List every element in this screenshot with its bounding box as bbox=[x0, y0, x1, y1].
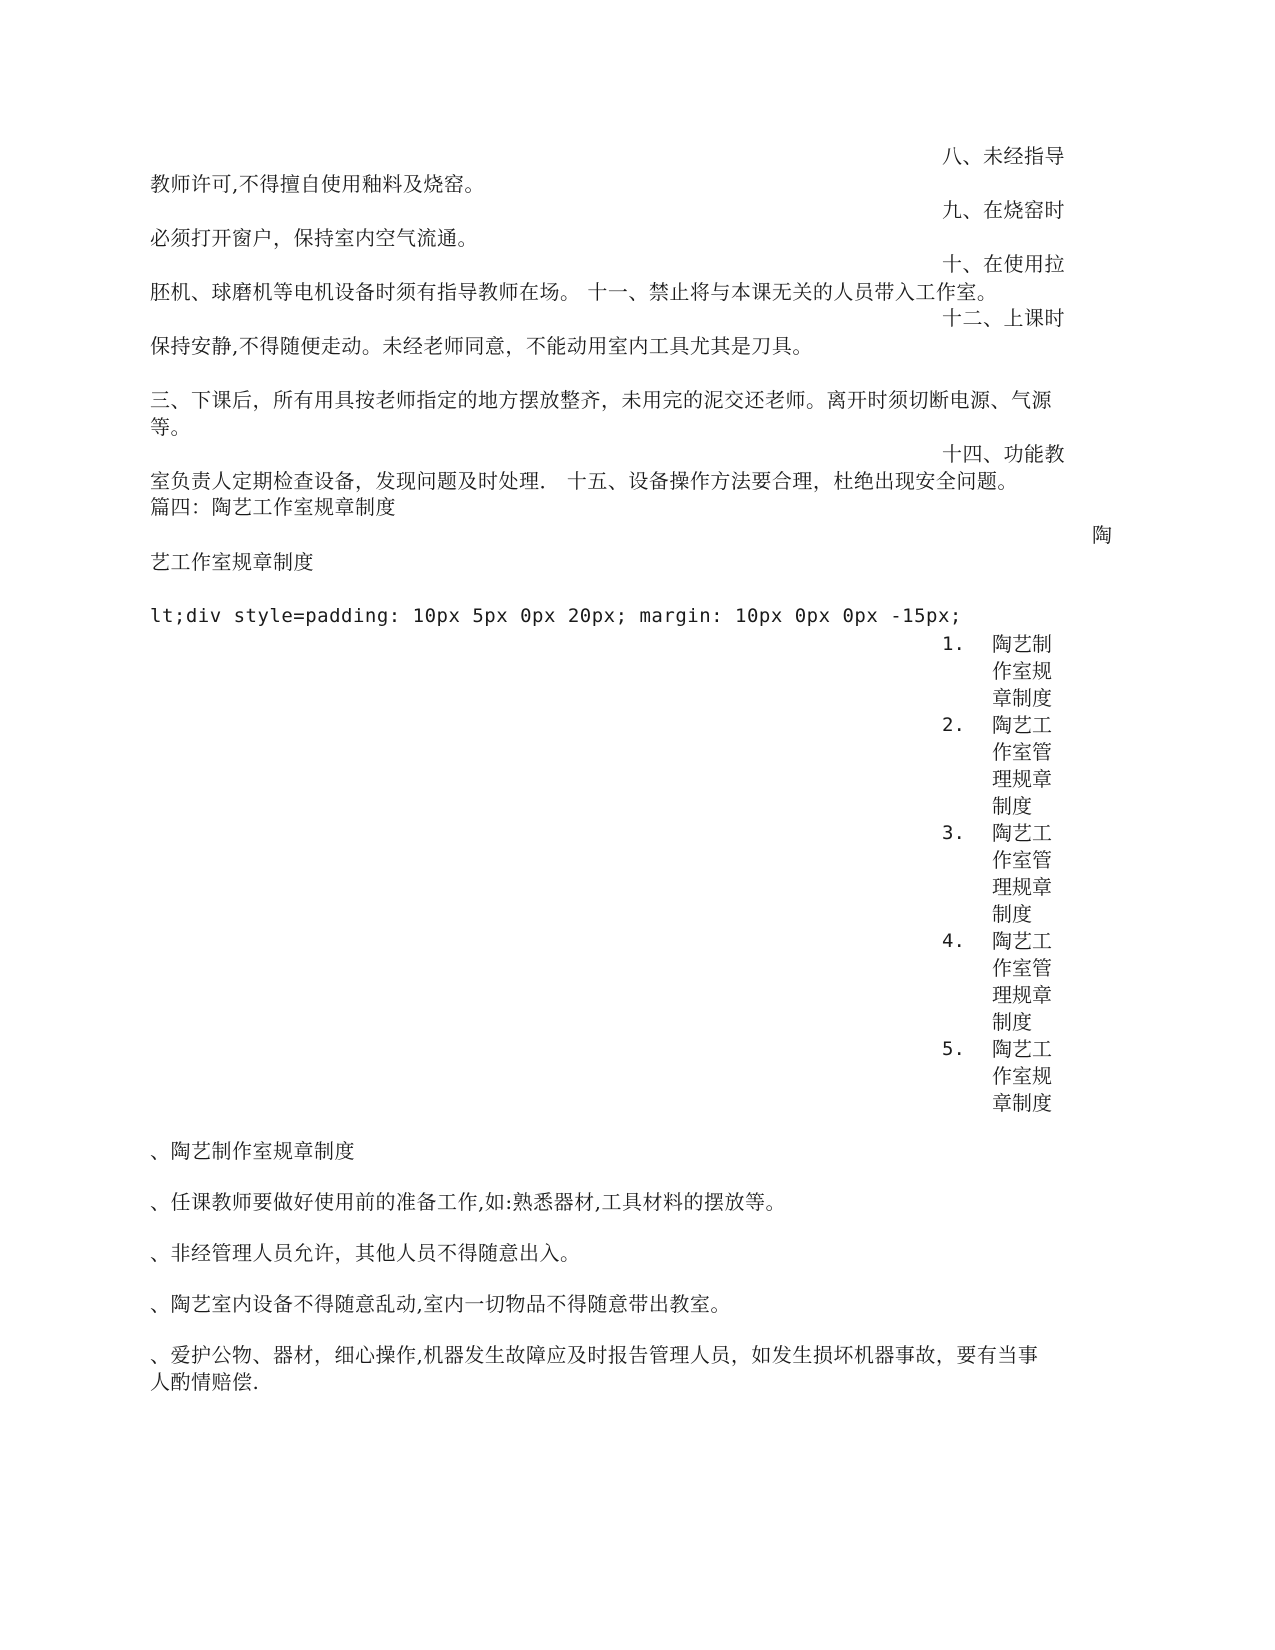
rule-item: 、任课教师要做好使用前的准备工作,如:熟悉器材,工具材料的摆放等。 bbox=[150, 1190, 786, 1214]
toc-item-1-line: 作室规 bbox=[992, 659, 1052, 683]
toc-item-3-line: 理规章 bbox=[992, 875, 1052, 899]
title-rest: 艺工作室规章制度 bbox=[150, 550, 314, 574]
rule-13-line1: 三、下课后，所有用具按老师指定的地方摆放整齐，未用完的泥交还老师。离开时须切断电源、气源 bbox=[150, 388, 1052, 412]
toc-item-4-line: 作室管 bbox=[992, 956, 1052, 980]
rule-8-cont: 教师许可,不得擅自使用釉料及烧窑。 bbox=[150, 172, 485, 196]
toc-item-5-line: 陶艺工 bbox=[992, 1037, 1052, 1061]
toc-item-1-line: 章制度 bbox=[992, 686, 1052, 710]
article-heading: 篇四：陶艺工作室规章制度 bbox=[150, 495, 396, 519]
rules-title: 、陶艺制作室规章制度 bbox=[150, 1139, 355, 1163]
toc-item-3-line: 制度 bbox=[992, 902, 1032, 926]
toc-number: 2. bbox=[942, 714, 965, 736]
toc-item-5-line: 作室规 bbox=[992, 1064, 1052, 1088]
toc-item-3-line: 陶艺工 bbox=[992, 821, 1052, 845]
toc-item-5-line: 章制度 bbox=[992, 1091, 1052, 1115]
rule-10-start: 十、在使用拉 bbox=[942, 252, 1065, 276]
toc-item-2-line: 理规章 bbox=[992, 767, 1052, 791]
rule-10-11-cont: 胚机、球磨机等电机设备时须有指导教师在场。 十一、禁止将与本课无关的人员带入工作室。 bbox=[150, 280, 998, 304]
toc-item-2-line: 作室管 bbox=[992, 740, 1052, 764]
rule-8-start: 八、未经指导 bbox=[942, 144, 1065, 168]
toc-number: 1. bbox=[942, 633, 965, 655]
toc-item-2-line: 制度 bbox=[992, 794, 1032, 818]
toc-item-4-line: 制度 bbox=[992, 1010, 1032, 1034]
rule-13-line2: 等。 bbox=[150, 415, 191, 439]
toc-number: 5. bbox=[942, 1038, 965, 1060]
rule-12-start: 十二、上课时 bbox=[942, 306, 1065, 330]
rule-9-cont: 必须打开窗户，保持室内空气流通。 bbox=[150, 226, 478, 250]
toc-item-4-line: 理规章 bbox=[992, 983, 1052, 1007]
rule-14-start: 十四、功能教 bbox=[942, 442, 1065, 466]
title-first-char: 陶 bbox=[1092, 523, 1113, 547]
raw-code-line: lt;div style=padding: 10px 5px 0px 20px; margin: 10px 0px 0px -15px; bbox=[150, 605, 962, 627]
rule-12-cont: 保持安静,不得随便走动。未经老师同意，不能动用室内工具尤其是刀具。 bbox=[150, 334, 813, 358]
rule-item-line1: 、爱护公物、器材，细心操作,机器发生故障应及时报告管理人员，如发生损坏机器事故，要有当事 bbox=[150, 1343, 1039, 1367]
rule-item-line2: 人酌情赔偿. bbox=[150, 1370, 260, 1394]
toc-item-3-line: 作室管 bbox=[992, 848, 1052, 872]
toc-item-4-line: 陶艺工 bbox=[992, 929, 1052, 953]
toc-item-1-line: 陶艺制 bbox=[992, 632, 1052, 656]
rule-9-start: 九、在烧窑时 bbox=[942, 198, 1065, 222]
toc-item-2-line: 陶艺工 bbox=[992, 713, 1052, 737]
rule-item: 、非经管理人员允许，其他人员不得随意出入。 bbox=[150, 1241, 581, 1265]
toc-number: 3. bbox=[942, 822, 965, 844]
rule-item: 、陶艺室内设备不得随意乱动,室内一切物品不得随意带出教室。 bbox=[150, 1292, 731, 1316]
rule-14-15-cont: 室负责人定期检查设备，发现问题及时处理． 十五、设备操作方法要合理，杜绝出现安全问题。 bbox=[150, 469, 1018, 493]
toc-number: 4. bbox=[942, 930, 965, 952]
